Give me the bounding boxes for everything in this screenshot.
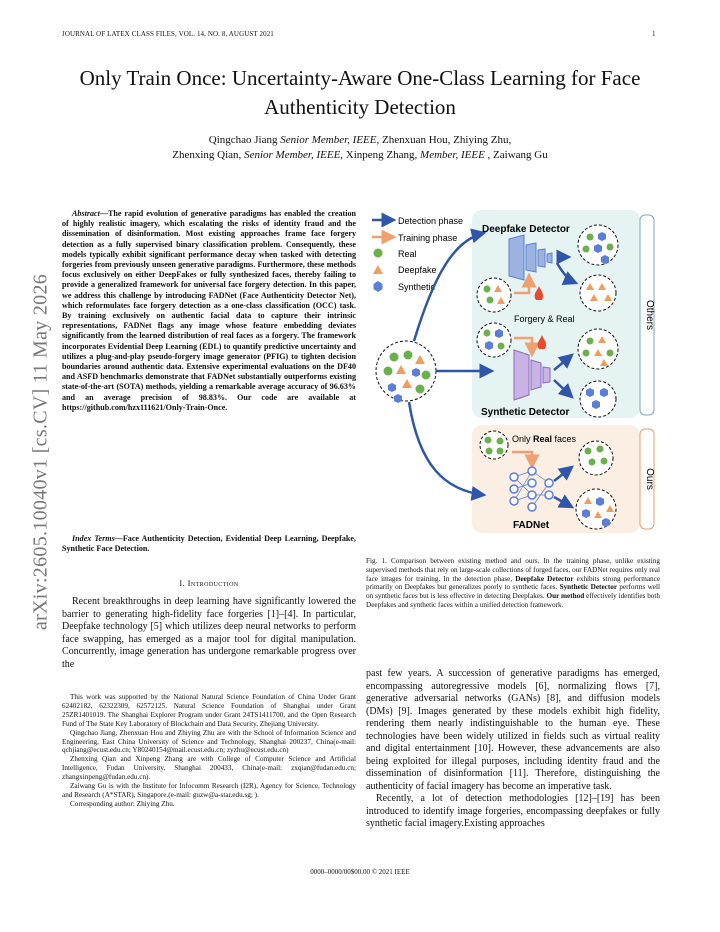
caption-text: performs well on synthetic faces but is less effective in detecting Deepfakes. xyxy=(366,583,660,601)
author-title: Senior Member, IEEE xyxy=(244,149,341,161)
footnote-funding: This work was supported by the National Natural Science Foundation of China Under Grant 62402182, 62322309, 62572125. Natural Science Foundation of Shanghai under Grant 25ZR1401019. The Shanghai Explorer Program under Grant 24TS1411700, and the Open Research Fund of The State Key Laboratory of Blockchain and Data Security, Zhejiang University. xyxy=(62,693,356,728)
copyright-notice: 0000–0000/00$00.00 © 2021 IEEE xyxy=(310,868,410,876)
fadnet-training-cluster xyxy=(480,431,508,459)
deepfake-triangle-icon xyxy=(373,265,383,274)
intro-text: Recently, a lot of detection methodologies [12]–[19] has been introduced to identify image forgeries, encompassing deepfakes or fully synthetic facial imagery.Existing approaches xyxy=(366,793,660,829)
author-title: Member, IEEE xyxy=(420,149,485,161)
footnote-affiliation: Qingchao Jiang, Zhenxuan Hou and Zhiying Zhu are with the School of Information Science and Engineering, East China University of Science and Technology, Shanghai 200237, China(e-mail: qchjiang@ecust.edu.cn; Y80240154@mail.ecust.edu.cn; zyzhu@ecust.edu.cn) xyxy=(62,728,356,755)
index-terms xyxy=(62,534,356,554)
caption-bold: Deepfake Detector xyxy=(515,574,574,583)
legend-synthetic: Synthetic xyxy=(398,282,436,292)
index-terms-text: —Face Authenticity Detection, Evidential Deep Learning, Deepfake, Synthetic Face Detection. xyxy=(62,534,356,554)
caption-text: effectively identifies both Deepfakes and synthetic faces within a unified detection framework. xyxy=(366,592,660,609)
section-heading: I. Introduction xyxy=(179,578,239,588)
forgery-real-label: Forgery & Real xyxy=(514,314,575,324)
intro-text: past few years. A succession of generative paradigms has emerged, encompassing autoregressive models [6], normalizing flows [7], generative adversarial networks (GANs) [8], and diffusion models (DMs) [9]. Images generated by these models exhibit high fidelity, rendering them nearly indistinguishable to the human eye. These technologies have been widely utilized in fields such as virtual reality and digital entertainment [10]. However, these advancements are also being exploited for illegal purposes, including identity fraud and the dissemination of disinformation [11]. Therefore, distinguishing the authenticity of facial imagery has become an imperative task. xyxy=(366,668,660,792)
caption-text: exhibits strong performance primarily on Deepfakes but generalizes poorly to synthetic faces. xyxy=(366,574,661,592)
abstract-text: —The rapid evolution of generative paradigms has enabled the creation of highly realistic imagery, which escalating the risks of identity fraud and the dissemination of disinformation. Most existing approaches frame face forgery detection as a fully supervised binary classification problem. Consequently, these models typically exhibit significant performance decay when tasked with detecting forgeries from previously unseen generative paradigms. Furthermore, these methods focus exclusively on either DeepFakes or fully synthesized faces, thereby failing to provide a generalized framework for universal face forgery detection. In this paper, we address this challenge by introducing FADNet (Face Authenticity Detector Net), which reformulates face forgery detection as a one-class classification (OCC) task. By training exclusively on authentic facial data to capture their intrinsic representations, FADNet flags any image whose feature embedding deviates significantly from the learned distribution of real faces as a forgery. The framework incorporates Evidential Deep Learning (EDL) to quantify predictive uncertainty and utilizes a plug-and-play pseudo-forgery image generator (PFIG) to tighten decision boundaries around authentic data. Extensive experimental evaluations on the DF40 and ASFD benchmarks demonstrate that FADNet substantially outperforms existing state-of-the-art (SOTA) methods, yielding a remarkable average accuracy of 96.63% and an average precision of 98.83%. Our code are available at https://github.com/hzx111621/Only-Train-Once. xyxy=(62,209,356,412)
page-number: 1 xyxy=(652,30,656,38)
author-name: Zhenxing Qian, xyxy=(172,149,245,161)
caption-text: Fig. 1. Comparison between existing method and ours. In the training phase, unlike existing supervised methods that rely on large-scale collections of forged faces, our FADNet requires only real face images for training. In the detection phase, xyxy=(366,557,660,583)
caption-bold: Synthetic Detector xyxy=(559,583,618,592)
legend-training: Training phase xyxy=(398,233,458,243)
author-list xyxy=(60,133,660,163)
figure-caption xyxy=(366,557,660,610)
author-name: , Zhenxuan Hou, Zhiying Zhu, xyxy=(376,134,512,146)
fadnet-output-fake-cluster xyxy=(576,489,616,529)
ours-label: Ours xyxy=(644,468,655,490)
synthetic-output-fake-cluster xyxy=(580,381,616,417)
footnote-affiliation: Zhenxing Qian and Xinpeng Zhang are with College of Computer Science and Artificial Intelligence, Fudan University, Shanghai 200433, China(e-mail: zxqian@fudan.edu.cn; zhangxinpeng@fudan.edu.cn). xyxy=(62,755,356,782)
author-name: , Xinpeng Zhang, xyxy=(340,149,421,161)
intro-right-column xyxy=(366,668,660,831)
caption-bold: Our method xyxy=(546,592,585,601)
figure-1 xyxy=(364,205,664,540)
fadnet-output-real-cluster xyxy=(579,441,613,475)
only-real-label: Only Real faces xyxy=(512,434,577,444)
input-samples-cluster xyxy=(376,341,436,403)
deepfake-detector-label: Deepfake Detector xyxy=(482,224,570,235)
abstract-label: Abstract xyxy=(72,209,100,218)
index-terms-label: Index Terms xyxy=(72,534,115,543)
author-title: Senior Member, IEEE xyxy=(280,134,377,146)
author-name: Qingchao Jiang xyxy=(208,134,281,146)
paper-title xyxy=(40,64,680,122)
legend-detection: Detection phase xyxy=(398,216,464,226)
running-header: JOURNAL OF LATEX CLASS FILES, VOL. 14, NO. 8, AUGUST 2021 xyxy=(62,30,274,38)
fadnet-label: FADNet xyxy=(513,520,550,531)
deepfake-output-mixed-cluster xyxy=(578,225,618,265)
synthetic-output-mixed-cluster xyxy=(578,329,618,369)
legend-deepfake: Deepfake xyxy=(398,265,437,275)
deepfake-output-fake-cluster xyxy=(580,275,616,311)
title-line-1: Only Train Once: Uncertainty-Aware One-Class Learning for Face xyxy=(79,66,641,90)
arxiv-id: arXiv:2605.10040v1 [cs.CV] 11 May 2026 xyxy=(29,273,52,631)
title-line-2: Authenticity Detection xyxy=(264,95,456,119)
synthetic-hexagon-icon xyxy=(374,281,383,292)
synthetic-training-cluster xyxy=(477,323,511,357)
intro-text: Recent breakthroughs in deep learning have significantly lowered the barrier to generating high-fidelity face forgeries [1]–[4]. In particular, Deepfake technology [5] which utilizes deep neural networks to perform face swapping, has emerged as a major tool for digital manipulation. Concurrently, image generation has undergone remarkable progress over the xyxy=(62,596,356,670)
footnote-affiliation: Zaiwang Gu is with the Institute for Infocomm Research (I2R), Agency for Science, Technology and Research (A*STAR), Singapore.(e-mail: guzw@a-star.edu.sg; ). xyxy=(62,782,356,799)
deepfake-training-cluster xyxy=(477,278,511,312)
abstract xyxy=(62,209,356,413)
footnote-corresponding: Corresponding author: Zhiying Zhu. xyxy=(70,799,175,808)
synthetic-detector-label: Synthetic Detector xyxy=(481,407,570,418)
author-name: , Zaiwang Gu xyxy=(484,149,548,161)
footnotes xyxy=(62,693,356,809)
legend-real: Real xyxy=(398,249,417,259)
others-label: Others xyxy=(644,299,655,331)
intro-paragraph-1 xyxy=(62,596,356,671)
real-circle-icon xyxy=(374,249,383,258)
